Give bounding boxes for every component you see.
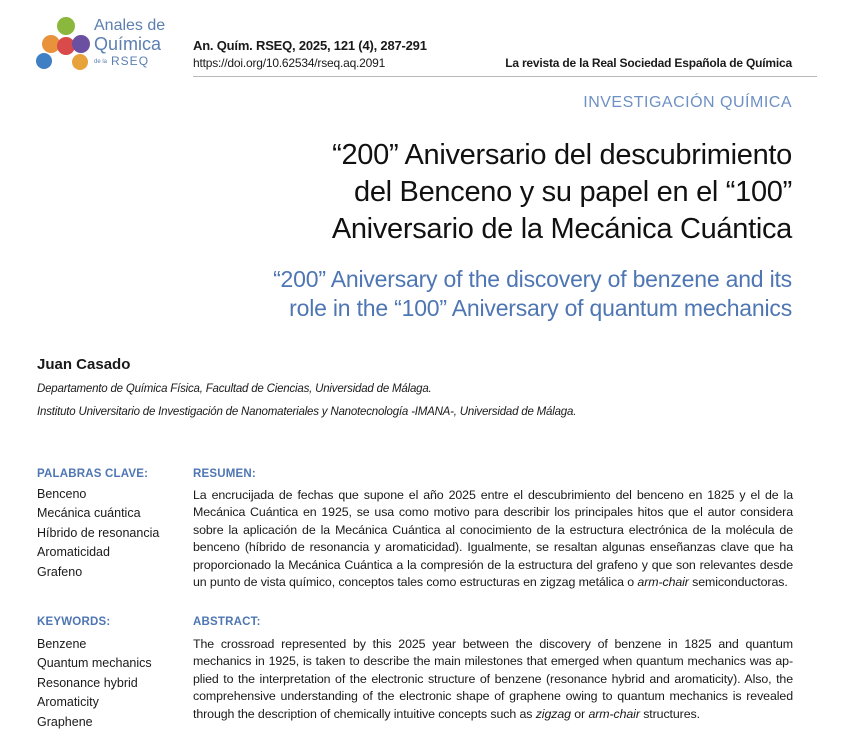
resumen-tail: semiconductoras. (692, 575, 788, 590)
title-es-line: del Benceno y su papel en el “100” (354, 176, 792, 208)
abstract-mid: or (574, 706, 586, 721)
logo-line3 (94, 55, 165, 67)
resumen-heading: RESUMEN: (193, 468, 256, 480)
resumen-em: arm-chair (637, 575, 689, 590)
list-item: Mecánica cuántica (37, 506, 141, 521)
abstract-tail: structures. (643, 706, 700, 721)
abstract-text (193, 636, 793, 723)
list-item: Aromaticidad (37, 545, 110, 560)
title-en-line: role in the “100” Aniversary of quantum mechanics (289, 295, 792, 321)
doi-link[interactable]: https://doi.org/10.62534/rseq.aq.2091 (193, 56, 386, 70)
list-item: Híbrido de resonancia (37, 525, 160, 540)
palabras-clave-heading: PALABRAS CLAVE: (37, 468, 149, 480)
list-item: Benzene (37, 637, 87, 651)
resumen-body: La encrucijada de fechas que supone el año 2025 entre el descubrimiento del benceno en 1825 y el de la Mecánica Cuántica en 1925, se usa como motivo para describir los principales hitos que el autor considera sobre la aplicación de la Mecánica Cuántica al conocimiento de la estructura electrónica de la molécula de benceno (híbrido de resonancia y aromaticidad). Igualmente, se resaltan algunas enseñanzas clave que ha proporcionado la Mecánica Cuántica a la compresión de la estructura del grafeno y que son relevantes desde un punto de vista químico, conceptos tales como estructuras en zigzag metálica o (193, 488, 793, 590)
abstract-body: The crossroad represented by this 2025 year between the discovery of benzene in 1825 and quantum mechanics in 1925, is taken to describe the main milestones that emerged when quantum mechanics was ap-plied to the interpretation of the electronic structure of benzene (resonance hybrid and aromaticity). Also, the comprehensive understanding of the electronic shape of graphene owing to quantum mechanics is revealed through the description of chemically intuitive concepts such as (193, 637, 793, 721)
abstract-heading: ABSTRACT: (193, 616, 261, 628)
keywords-list (37, 635, 152, 732)
title-en-line: “200” Aniversary of the discovery of benzene and its (273, 266, 792, 292)
logo-line1: Anales de (94, 17, 166, 34)
title-es-line: “200” Aniversario del descubrimiento (332, 139, 792, 171)
list-item: Graphene (37, 714, 93, 729)
resumen-text (193, 487, 793, 591)
logo-line2: Química (94, 34, 162, 54)
citation: An. Quím. RSEQ, 2025, 121 (4), 287-291 (193, 38, 427, 53)
list-item: Benceno (37, 487, 87, 501)
author-name: Juan Casado (37, 356, 131, 373)
title-english (172, 265, 792, 323)
title-es-line: Aniversario de la Mecánica Cuántica (331, 213, 792, 245)
list-item: Quantum mechanics (37, 656, 152, 671)
list-item: Aromaticity (37, 695, 99, 710)
palabras-clave-list (37, 485, 159, 582)
society-name: La revista de la Real Sociedad Española de Química (505, 56, 792, 70)
affiliation-2: Instituto Universitario de Investigación de Nanomateriales y Nanotecnología -IMANA-, Universidad de Málaga. (37, 406, 577, 418)
keywords-heading: KEYWORDS: (37, 616, 111, 628)
section-label: INVESTIGACIÓN QUÍMICA (583, 94, 792, 111)
citation-block (193, 38, 427, 70)
abstract-em2: arm-chair (588, 706, 640, 721)
logo-wordmark (94, 18, 165, 67)
header-divider (193, 76, 817, 77)
affiliation-1: Departamento de Química Física, Facultad de Ciencias, Universidad de Málaga. (37, 383, 432, 395)
list-item: Grafeno (37, 564, 83, 579)
journal-logo (30, 14, 180, 74)
list-item: Resonance hybrid (37, 675, 138, 690)
title-spanish (172, 137, 792, 248)
logo-line3-small: de la (94, 58, 108, 65)
logo-dots-icon (30, 14, 100, 74)
abstract-em1: zigzag (535, 706, 571, 721)
logo-line3-main: RSEQ (111, 54, 150, 68)
